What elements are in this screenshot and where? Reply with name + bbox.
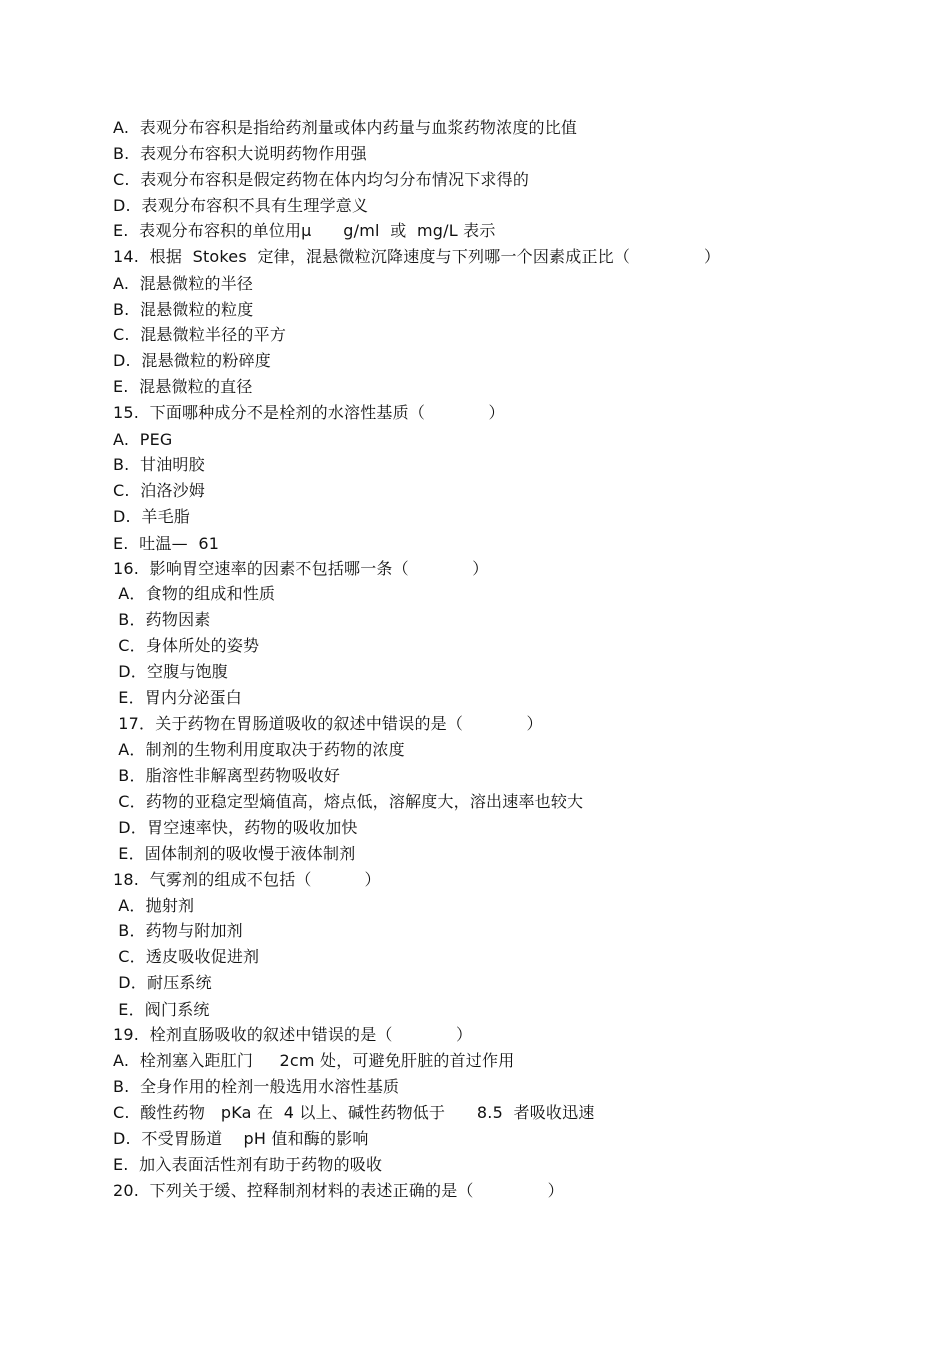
text-line: A．制剂的生物利用度取决于药物的浓度 [113, 740, 405, 759]
question-14: 14. 根据 Stokes 定律，混悬微粒沉降速度与下列哪一个因素成正比（ ） [113, 247, 721, 266]
question-16: 16. 影响胃空速率的因素不包括哪一条（ ） [113, 559, 489, 578]
text-line: E．阀门系统 [113, 1000, 210, 1019]
text-line: B. 混悬微粒的粒度 [113, 300, 254, 319]
text-line: C．药物的亚稳定型熵值高，熔点低，溶解度大，溶出速率也较大 [113, 792, 584, 811]
question-15: 15. 下面哪种成分不是栓剂的水溶性基质（ ） [113, 403, 505, 422]
text-line: C. 混悬微粒半径的平方 [113, 325, 287, 344]
text-line: C. 酸性药物 pKa 在 4 以上、碱性药物低于 8.5 者吸收迅速 [113, 1103, 595, 1122]
text-line: D．空腹与饱腹 [113, 662, 229, 681]
question-20: 20. 下列关于缓、控释制剂材料的表述正确的是（ ） [113, 1181, 564, 1200]
text-line: D. 羊毛脂 [113, 507, 190, 526]
text-line: C. 泊洛沙姆 [113, 481, 206, 500]
text-line: E. 吐温— 61 [113, 534, 220, 553]
text-line: D. 表观分布容积不具有生理学意义 [113, 196, 369, 215]
text-line: D. 混悬微粒的粉碎度 [113, 351, 271, 370]
text-line: C. 表观分布容积是假定药物在体内均匀分布情况下求得的 [113, 170, 530, 189]
text-line: B．药物与附加剂 [113, 921, 243, 940]
text-line: A. 栓剂塞入距肛门 2cm 处，可避免肝脏的首过作用 [113, 1051, 515, 1070]
question-17: 17．关于药物在胃肠道吸收的叙述中错误的是（ ） [113, 714, 543, 733]
text-line: B. 甘油明胶 [113, 455, 205, 474]
text-line: B. 全身作用的栓剂一般选用水溶性基质 [113, 1077, 400, 1096]
text-line: A. PEG [113, 430, 173, 449]
text-line: E. 表观分布容积的单位用μ g/ml 或 mg/L 表示 [113, 221, 496, 240]
text-line: D．胃空速率快，药物的吸收加快 [113, 818, 358, 837]
text-line: B. 表观分布容积大说明药物作用强 [113, 144, 367, 163]
question-18: 18. 气雾剂的组成不包括（ ） [113, 870, 381, 889]
text-line: A．食物的组成和性质 [113, 584, 276, 603]
text-line: C．身体所处的姿势 [113, 636, 260, 655]
text-line: E. 混悬微粒的直径 [113, 377, 253, 396]
text-line: A．抛射剂 [113, 896, 195, 915]
text-line: C．透皮吸收促进剂 [113, 947, 260, 966]
text-line: D．耐压系统 [113, 973, 212, 992]
text-line: B．脂溶性非解离型药物吸收好 [113, 766, 341, 785]
text-line: E．胃内分泌蛋白 [113, 688, 242, 707]
text-line: B．药物因素 [113, 610, 211, 629]
text-line: A. 表观分布容积是指给药剂量或体内药量与血浆药物浓度的比值 [113, 118, 578, 137]
text-line: D. 不受胃肠道 pH 值和酶的影响 [113, 1129, 369, 1148]
text-line: A. 混悬微粒的半径 [113, 274, 254, 293]
question-19: 19. 栓剂直肠吸收的叙述中错误的是（ ） [113, 1025, 473, 1044]
text-line: E．固体制剂的吸收慢于液体制剂 [113, 844, 356, 863]
text-line: E. 加入表面活性剂有助于药物的吸收 [113, 1155, 383, 1174]
